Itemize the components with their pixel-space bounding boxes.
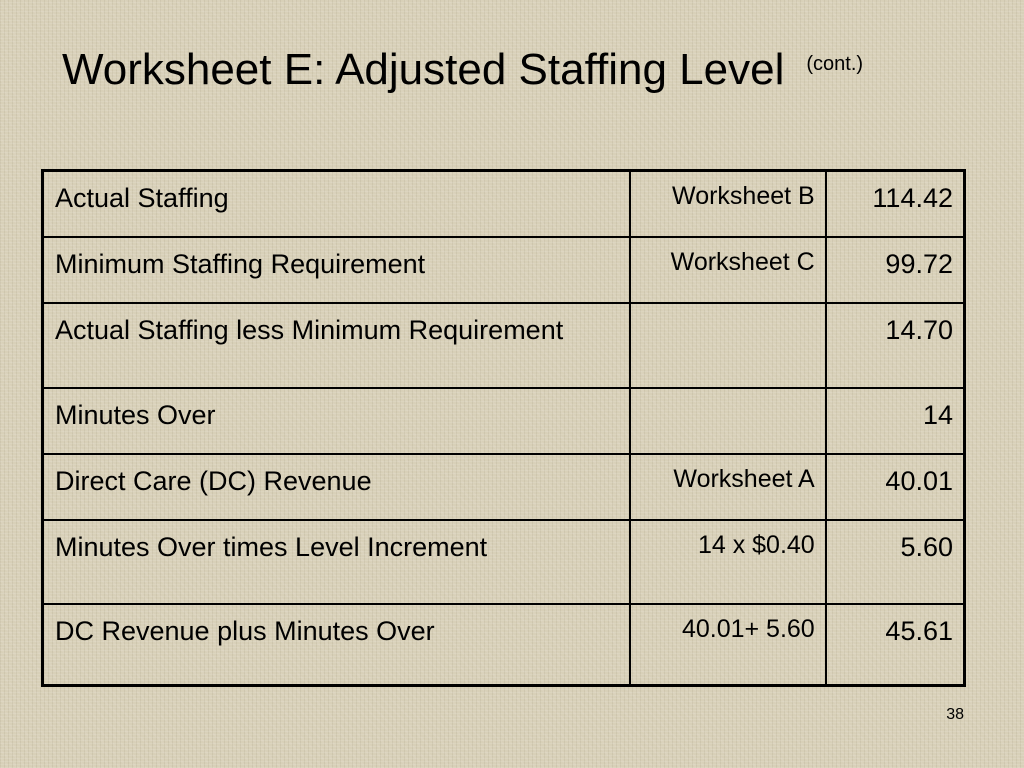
table-row xyxy=(43,454,965,520)
row-value: 114.42 xyxy=(826,171,965,237)
row-value: 5.60 xyxy=(826,520,965,604)
row-source: Worksheet A xyxy=(630,454,826,520)
row-label: Minutes Over times Level Increment xyxy=(43,520,631,604)
table-row xyxy=(43,237,965,303)
slide-title-text: Worksheet E: Adjusted Staffing Level xyxy=(62,45,785,94)
row-label: DC Revenue plus Minutes Over xyxy=(43,604,631,686)
row-value: 14 xyxy=(826,388,965,454)
row-value: 45.61 xyxy=(826,604,965,686)
row-value: 14.70 xyxy=(826,303,965,388)
row-label: Direct Care (DC) Revenue xyxy=(43,454,631,520)
table-row xyxy=(43,171,965,237)
table-row xyxy=(43,303,965,388)
worksheet-table xyxy=(41,169,966,687)
row-source xyxy=(630,388,826,454)
row-source: 40.01+ 5.60 xyxy=(630,604,826,686)
table-row xyxy=(43,388,965,454)
table-row xyxy=(43,520,965,604)
row-source: Worksheet B xyxy=(630,171,826,237)
row-source xyxy=(630,303,826,388)
row-label: Minutes Over xyxy=(43,388,631,454)
slide-title xyxy=(62,40,863,108)
slide-title-suffix: (cont.) xyxy=(806,53,864,75)
row-value: 99.72 xyxy=(826,237,965,303)
row-source: Worksheet C xyxy=(630,237,826,303)
row-label: Minimum Staffing Requirement xyxy=(43,237,631,303)
row-label: Actual Staffing xyxy=(43,171,631,237)
page-number: 38 xyxy=(946,706,964,723)
row-value: 40.01 xyxy=(826,454,965,520)
row-source: 14 x $0.40 xyxy=(630,520,826,604)
table-row xyxy=(43,604,965,686)
row-label: Actual Staffing less Minimum Requirement xyxy=(43,303,631,388)
